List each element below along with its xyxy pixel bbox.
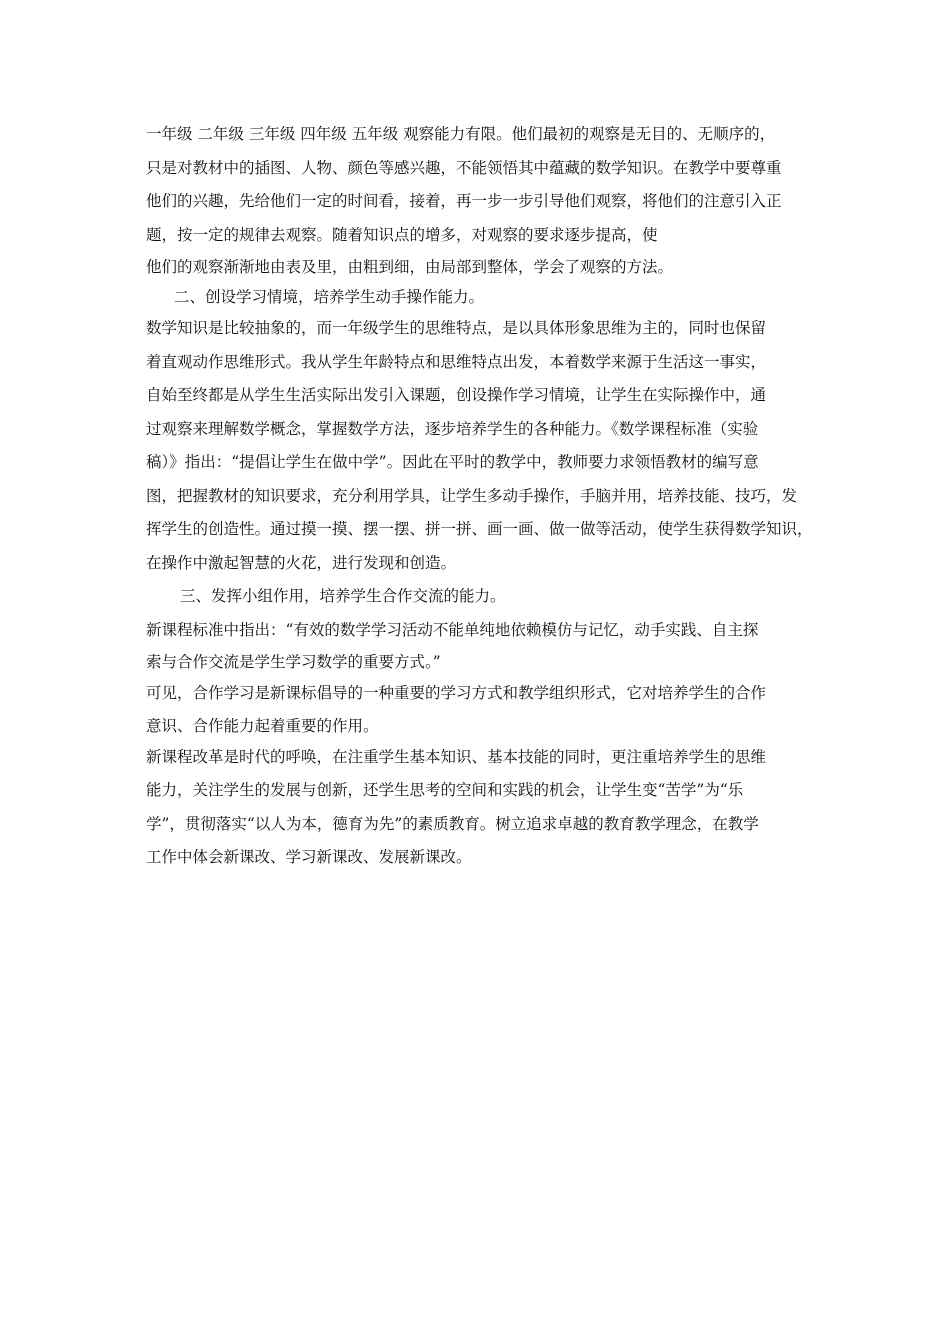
- paragraph-line: 挥学生的创造性。通过摸一摸、摆一摆、拼一拼、画一画、做一做等活动，使学生获得数学知识，: [146, 520, 813, 538]
- paragraph-line: 能力，关注学生的发展与创新，还学生思考的空间和实践的机会，让学生变“苦学”为“乐: [146, 781, 744, 799]
- paragraph-line: 着直观动作思维形式。我从学生年龄特点和思维特点出发，本着数学来源于生活这一事实，: [146, 352, 767, 371]
- paragraph-line: 自始至终都是从学生生活实际出发引入课题，创设操作学习情境，让学生在实际操作中，通: [146, 386, 767, 404]
- paragraph-line: 数学知识是比较抽象的，而一年级学生的思维特点，是以具体形象思维为主的，同时也保留: [146, 319, 767, 337]
- paragraph-line: 稿）》指出：“提倡让学生在做中学”。因此在平时的教学中，教师要力求领悟教材的编写意: [146, 453, 759, 471]
- paragraph-line: 题，按一定的规律去观察。随着知识点的增多，对观察的要求逐步提高，使: [146, 225, 658, 244]
- paragraph-line: 可见，合作学习是新课标倡导的一种重要的学习方式和教学组织形式，它对培养学生的合作: [146, 684, 767, 702]
- section-heading: 三、发挥小组作用，培养学生合作交流的能力。: [180, 587, 506, 605]
- paragraph-line: 他们的兴趣，先给他们一定的时间看，接着，再一步一步引导他们观察，将他们的注意引入正: [146, 192, 782, 210]
- paragraph-line: 在操作中激起智慧的火花，进行发现和创造。: [146, 553, 457, 572]
- paragraph-line: 新课程标准中指出：“有效的数学学习活动不能单纯地依赖模仿与记忆，动手实践、自主探: [146, 620, 759, 639]
- paragraph-line: 意识、合作能力起着重要的作用。: [146, 716, 379, 735]
- paragraph-line: 新课程改革是时代的呼唤，在注重学生基本知识、基本技能的同时，更注重培养学生的思维: [146, 747, 767, 766]
- paragraph-line: 只是对教材中的插图、人物、颜色等感兴趣，不能领悟其中蕴藏的数学知识。在教学中要尊重: [146, 158, 782, 177]
- paragraph-line: 学”，贯彻落实“以人为本，德育为先”的素质教育。树立追求卓越的教育教学理念，在教学: [146, 814, 759, 833]
- paragraph-line: 工作中体会新课改、学习新课改、发展新课改。: [146, 848, 472, 866]
- paragraph-line: 索与合作交流是学生学习数学的重要方式。”: [146, 653, 441, 671]
- paragraph-line: 图，把握教材的知识要求，充分利用学具，让学生多动手操作，手脑并用，培养技能、技巧，发: [146, 486, 798, 505]
- paragraph-line: 他们的观察渐渐地由表及里，由粗到细，由局部到整体，学会了观察的方法。: [146, 258, 674, 276]
- paragraph-line: 过观察来理解数学概念，掌握数学方法，逐步培养学生的各种能力。《数学课程标准（实验: [146, 419, 759, 438]
- document-body: [146, 118, 816, 875]
- paragraph-line: 一年级 二年级 三年级 四年级 五年级 观察能力有限。他们最初的观察是无目的、无顺序的，: [146, 125, 776, 143]
- section-heading: 二、创设学习情境，培养学生动手操作能力。: [174, 288, 485, 306]
